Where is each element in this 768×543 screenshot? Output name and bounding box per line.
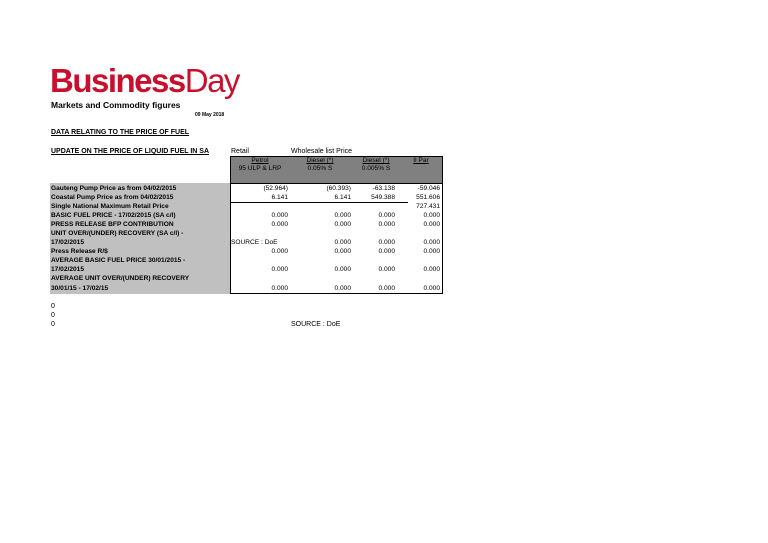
cell-il-par: 0.000 xyxy=(423,248,440,255)
cell-il-par: 0.000 xyxy=(423,239,440,246)
cell-il-par: 0.000 xyxy=(423,266,440,273)
footer-value: 0 xyxy=(51,321,55,328)
cell-diesel-005: 0.000 xyxy=(334,212,351,219)
cell-il-par: -59.046 xyxy=(417,185,440,192)
cell-diesel-0005: 0.000 xyxy=(378,266,395,273)
cell-diesel-005: 0.000 xyxy=(334,266,351,273)
cell-diesel-0005: 0.000 xyxy=(378,239,395,246)
row-label: AVERAGE BASIC FUEL PRICE 30/01/2015 - xyxy=(51,257,186,264)
cell-diesel-0005: 0.000 xyxy=(378,285,395,292)
update-title: UPDATE ON THE PRICE OF LIQUID FUEL IN SA xyxy=(51,148,210,155)
footer-value: 0 xyxy=(51,303,55,310)
wholesale-label: Wholesale list Price xyxy=(291,148,353,155)
header-divider xyxy=(230,183,443,184)
row-label: 17/02/2015 xyxy=(51,239,85,246)
row-label: Coastal Pump Price as from 04/02/2015 xyxy=(51,194,174,201)
cell-diesel-005: 0.000 xyxy=(334,285,351,292)
row-label: Single National Maximum Retail Price xyxy=(51,203,169,210)
row-label: UNIT OVER/(UNDER) RECOVERY (SA c/l) - xyxy=(51,230,184,237)
row-label: Gauteng Pump Price as from 04/02/2015 xyxy=(51,185,177,192)
cell-diesel-005: 6.141 xyxy=(334,194,351,201)
cell-diesel-0005: 0.000 xyxy=(378,212,395,219)
cell-diesel-005: 0.000 xyxy=(334,239,351,246)
cell-il-par: 0.000 xyxy=(423,221,440,228)
cell-il-par: 0.000 xyxy=(423,285,440,292)
column-header-petrol: Petrol 95 ULP & LRP xyxy=(238,157,282,172)
business-day-logo: BusinessDay xyxy=(50,62,239,99)
report-date: 09 May 2018 xyxy=(195,112,225,118)
cell-diesel-005: (60.393) xyxy=(326,185,351,192)
cell-il-par: 0.000 xyxy=(423,212,440,219)
column-header-diesel-005: Diesel (*) 0.05% S xyxy=(306,157,334,172)
cell-petrol: 0.000 xyxy=(271,221,288,228)
cell-diesel-0005: -63.138 xyxy=(372,185,395,192)
cell-il-par: 727.431 xyxy=(416,203,440,210)
footer-value: 0 xyxy=(51,312,55,319)
column-header-diesel-0005: Diesel (*) 0.005% S xyxy=(361,157,391,172)
row-divider xyxy=(230,202,408,203)
cell-diesel-0005: 549.388 xyxy=(371,194,395,201)
page-subtitle: Markets and Commodity figures xyxy=(51,100,181,110)
cell-diesel-0005: 0.000 xyxy=(378,248,395,255)
cell-petrol: (52.964) xyxy=(263,185,288,192)
cell-petrol: 0.000 xyxy=(271,248,288,255)
cell-petrol: 0.000 xyxy=(271,285,288,292)
cell-petrol: 0.000 xyxy=(271,266,288,273)
cell-petrol: 0.000 xyxy=(271,212,288,219)
row-label: BASIC FUEL PRICE - 17/02/2015 (SA c/l) xyxy=(51,212,176,219)
cell-il-par: 551.606 xyxy=(416,194,440,201)
cell-diesel-005: 0.000 xyxy=(334,248,351,255)
row-label: 30/01/15 - 17/02/15 xyxy=(51,285,109,292)
row-label: AVERAGE UNIT OVER/(UNDER) RECOVERY xyxy=(51,275,190,282)
cell-source: SOURCE : DoE xyxy=(231,239,278,246)
source-note: SOURCE : DoE xyxy=(291,321,341,328)
column-header-il-par: Il Par xyxy=(413,157,429,164)
section-title: DATA RELATING TO THE PRICE OF FUEL xyxy=(51,129,190,136)
row-label: 17/02/2015 xyxy=(51,266,85,273)
retail-label: Retail xyxy=(231,148,249,155)
cell-diesel-0005: 0.000 xyxy=(378,221,395,228)
row-label: Press Release R/$ xyxy=(51,248,108,255)
cell-petrol: 6.141 xyxy=(271,194,288,201)
row-label: PRESS RELEASE BFP CONTRIBUTION xyxy=(51,221,174,228)
cell-diesel-005: 0.000 xyxy=(334,221,351,228)
